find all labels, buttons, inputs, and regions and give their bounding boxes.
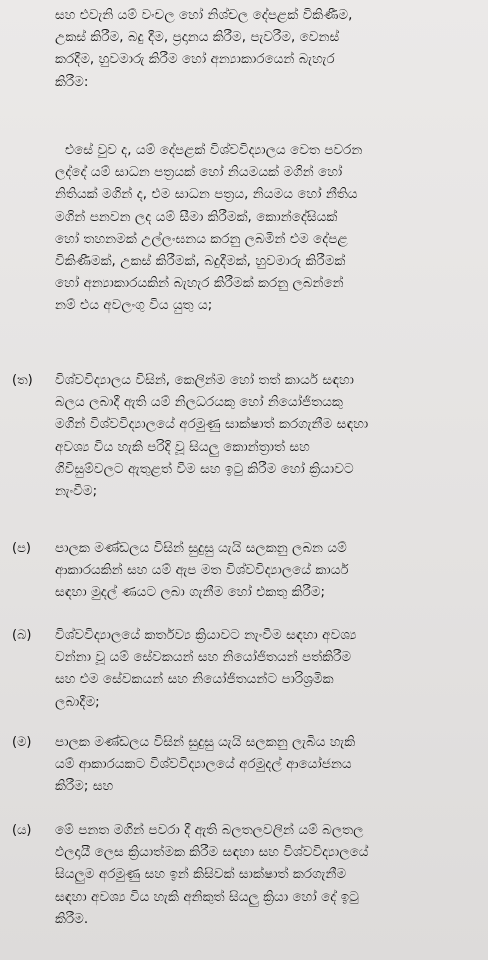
text-line: කිරීම. — [55, 911, 89, 927]
text-line: ලබාදීම; — [55, 694, 100, 710]
text-line: නැංවීම; — [55, 484, 98, 500]
clause-text — [55, 538, 455, 605]
text-line: එසේ වුව ද, යම් දේපළක් විශ්වවිද්‍යාලය වෙත පවරන — [65, 143, 363, 158]
clause-text — [55, 625, 455, 714]
text-line: සියලුම අරමුණු සහ ඉන් කිසිවක් සාක්ෂාත් කරගැනීම — [55, 867, 347, 883]
text-line: නම් එය අවලංගු විය යුතු ය; — [55, 298, 213, 314]
clause-label: (බ) — [12, 628, 32, 643]
text-line: යම් ආකාරයකට විශ්වවිද්‍යාලයේ අරමුදල් ආයෝජනය — [55, 757, 352, 773]
clause-text — [55, 732, 455, 799]
text-line: අවශ්‍ය විය හැකි පරිදි වූ සියලු කොන්ත්‍රාත් සහ — [55, 439, 310, 455]
text-line: සඳහා මුදල් ණයට ලබා ගැනීම හෝ එකතු කිරීම; — [55, 585, 326, 601]
text-line: ඵලදායී ලෙස ක්‍රියාත්මක කිරීම සඳහා සහ විශ්වවිද්‍යාලයේ — [55, 845, 369, 861]
clause-text — [55, 820, 455, 931]
text-line: මගින් විශ්වවිද්‍යාලයේ අරමුණු සාක්ෂාත් කරගැනීම සඳහා — [55, 417, 369, 433]
text-line: විශ්වවිද්‍යාලය විසින්, කෙලින්ම හෝ තත් කාර්ය සඳහා — [55, 373, 355, 388]
text-line: සහ එම සේවකයන් සහ නියෝජිතයන්ට පාරිශ්‍රමික — [55, 672, 334, 688]
text-line: හෝ අන්‍යාකාරයකින් බැහැර කිරීමක් කරනු ලබන්නේ — [55, 276, 344, 292]
clause-label: (ත) — [12, 373, 33, 388]
text-line: මේ පනත මගින් පවරා දී ඇති බලතලවලින් යම් බලතල — [55, 823, 364, 838]
text-line: කරදීම, හුවමාරු කිරීම හෝ අන්‍යාකාරයෙන් බැහැර — [55, 52, 335, 68]
clause-label: (ප) — [12, 541, 31, 556]
text-line: විකිණීමක්, උකස් කිරීමක්, බදුදීමක්, හුවමාරු කිරීමක් — [55, 254, 346, 270]
text-line: මගින් පනවන ලද යම් සීමා කිරීමක්, කොන්දේසියක් — [55, 209, 338, 225]
intro-paragraph — [55, 5, 455, 94]
text-line: සහ එවැනි යම් වංචල හෝ නිශ්චල දේපළක් විකිණීම, — [55, 8, 353, 23]
text-line: නිතියක් මගින් ද, එම සාධන පත්‍රය, නියමය හෝ නීතිය — [55, 187, 358, 203]
text-line: ආකාරයකින් සහ යම් ඇප මත විශ්වවිද්‍යාලයේ කාර්ය — [55, 563, 349, 579]
text-line: හෝ තහනමක් උල්ලංඝනය කරනු ලබමින් එම දේපළ — [55, 231, 348, 247]
text-line: කිරීම: — [55, 74, 89, 90]
clause-label: (ය) — [12, 823, 32, 838]
clause-label: (ම) — [12, 735, 32, 750]
text-line: උකස් කිරීම, බදු දීම, ප්‍රදානය කිරීම, පැවරීම, වෙනස් — [55, 30, 340, 46]
proviso-paragraph — [55, 140, 455, 318]
text-line: පාලක මණ්ඩලය විසින් සුදුසු යැයි සලකනු ලබන යම් — [55, 541, 347, 556]
text-line: සඳහා අවශ්‍ය විය හැකි අනිකුත් සියලු ක්‍රියා හෝ දේ ඉටු — [55, 889, 359, 905]
text-line: ගිවිසුම්වලට ඇතුළත් වීම සහ ඉටු කිරීම හෝ ක්‍රියාවට — [55, 461, 354, 477]
clause-text — [55, 370, 455, 503]
text-line: විශ්වවිද්‍යාලයේ කර්තව්‍ය ක්‍රියාවට නැංවීම සඳහා අවශ්‍ය — [55, 628, 357, 643]
text-line: බලය ලබාදී ඇති යම් නිලධරයකු හෝ නියෝජිතයකු — [55, 395, 343, 411]
text-line: ලද්දේ යම් සාධන පත්‍රයක් හෝ නියමයක් මගින් හෝ — [55, 165, 343, 181]
text-line: කිරීම; සහ — [55, 779, 114, 795]
text-line: වන්නා වූ යම් සේවකයන් සහ නියෝජිතයන් පත්කිරීම — [55, 650, 352, 666]
text-line: පාලක මණ්ඩලය විසින් සුදුසු යැයි සලකනු ලැබිය හැකි — [55, 735, 356, 750]
